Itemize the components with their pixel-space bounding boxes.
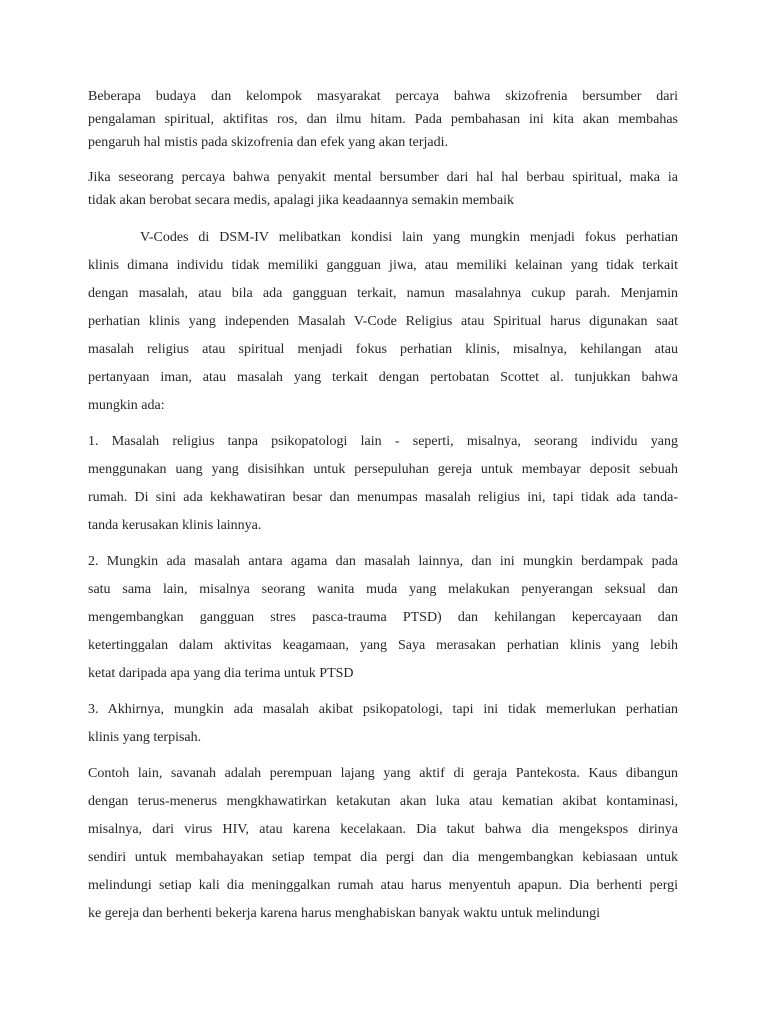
paragraph [88,760,678,928]
text-line: pengalaman spiritual, aktifitas ros, dan ilmu hitam. Pada pembahasan ini kita akan membahas [88,112,678,127]
paragraph [88,696,678,752]
text-line: tanda kerusakan klinis lainnya. [88,518,262,533]
text-line: satu sama lain, misalnya seorang wanita muda yang melakukan penyerangan seksual dan [88,582,678,597]
paragraph [88,548,678,688]
paragraph [88,428,678,540]
text-line: 2. Mungkin ada masalah antara agama dan masalah lainnya, dan ini mungkin berdampak pada [88,554,678,569]
text-line: Beberapa budaya dan kelompok masyarakat percaya bahwa skizofrenia bersumber dari [88,89,678,104]
text-line: menggunakan uang yang disisihkan untuk persepuluhan gereja untuk membayar deposit sebuah [88,462,678,477]
text-line: pengaruh hal mistis pada skizofrenia dan efek yang akan terjadi. [88,135,448,150]
text-line: pertanyaan iman, atau masalah yang terkait dengan pertobatan Scottet al. tunjukkan bahwa [88,370,678,385]
text-line: Jika seseorang percaya bahwa penyakit mental bersumber dari hal hal berbau spiritual, maka ia [88,170,678,185]
paragraph [88,85,678,154]
text-line: mungkin ada: [88,398,165,413]
text-line: dengan terus-menerus mengkhawatirkan ketakutan akan luka atau kematian akibat kontaminasi, [88,794,678,809]
text-line: 3. Akhirnya, mungkin ada masalah akibat psikopatologi, tapi ini tidak memerlukan perhatian [88,702,678,717]
text-line: V-Codes di DSM-IV melibatkan kondisi lain yang mungkin menjadi fokus perhatian [140,230,678,245]
text-line: dengan masalah, atau bila ada gangguan terkait, namun masalahnya cukup parah. Menjamin [88,286,678,301]
text-line: klinis dimana individu tidak memiliki gangguan jiwa, atau memiliki kelainan yang tidak terkait [88,258,678,273]
text-line: melindungi setiap kali dia meninggalkan rumah atau harus menyentuh apapun. Dia berhenti pergi [88,878,678,893]
text-line: ketertinggalan dalam aktivitas keagamaan, yang Saya merasakan perhatian klinis yang lebih [88,638,678,653]
text-line: ke gereja dan berhenti bekerja karena harus menghabiskan banyak waktu untuk melindungi [88,906,600,921]
text-line: rumah. Di sini ada kekhawatiran besar dan menumpas masalah religius ini, tapi tidak ada tanda- [88,490,678,505]
text-line: mengembangkan gangguan stres pasca-trauma PTSD) dan kehilangan kepercayaan dan [88,610,678,625]
document-text-block [88,85,678,936]
text-line: tidak akan berobat secara medis, apalagi jika keadaannya semakin membaik [88,193,515,208]
text-line: misalnya, dari virus HIV, atau karena kecelakaan. Dia takut bahwa dia mengekspos dirinya [88,822,678,837]
text-line: Contoh lain, savanah adalah perempuan lajang yang aktif di geraja Pantekosta. Kaus dibangun [88,766,678,781]
text-line: ketat daripada apa yang dia terima untuk PTSD [88,666,354,681]
text-line: masalah religius atau spiritual menjadi fokus perhatian klinis, misalnya, kehilangan atau [88,342,678,357]
text-line: sendiri untuk membahayakan setiap tempat dia pergi dan dia mengembangkan kebiasaan untuk [88,850,678,865]
text-line: klinis yang terpisah. [88,730,202,745]
paragraph [88,166,678,212]
text-line: 1. Masalah religius tanpa psikopatologi lain - seperti, misalnya, seorang individu yang [88,434,678,449]
paragraph [88,224,678,420]
text-line: perhatian klinis yang independen Masalah V-Code Religius atau Spiritual harus digunakan saat [88,314,678,329]
